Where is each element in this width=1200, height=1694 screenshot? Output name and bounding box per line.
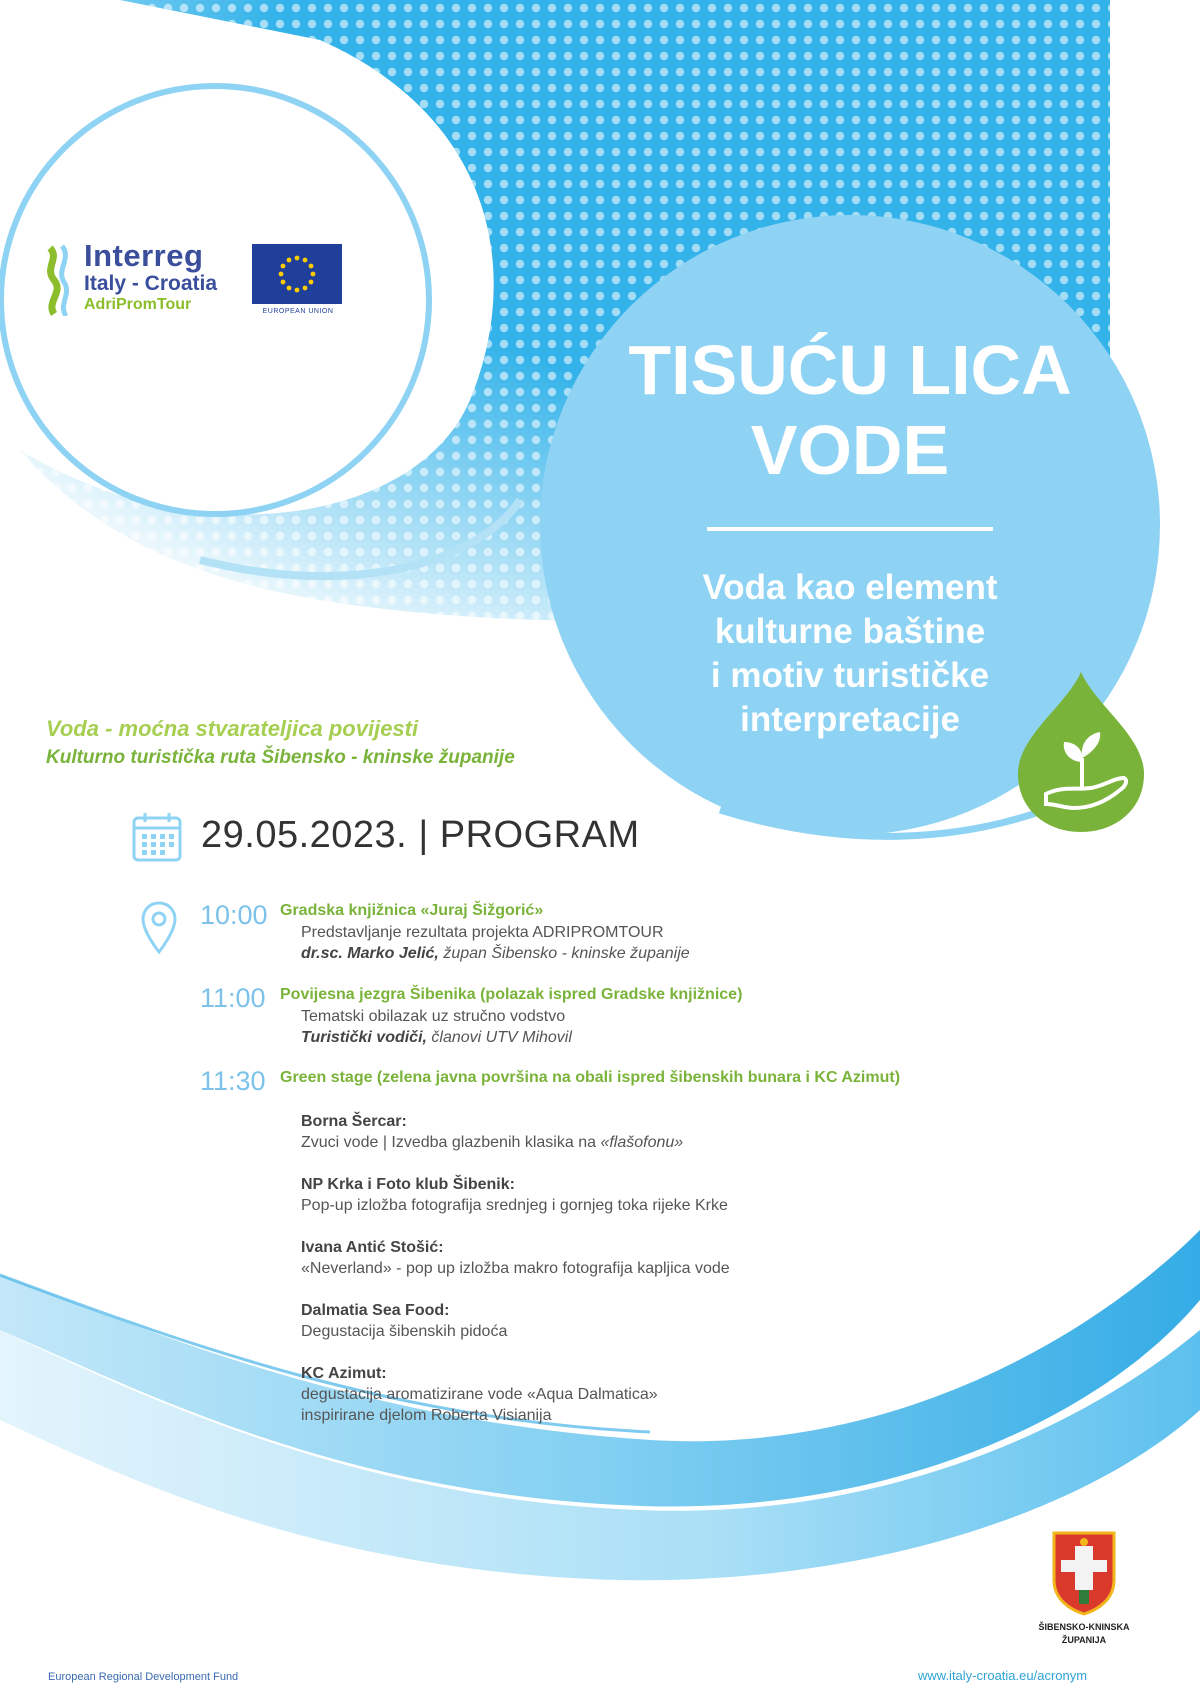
interreg-logo (40, 240, 350, 320)
performer-desc: Pop-up izložba fotografija srednjeg i gornjeg toka rijeke Krke (301, 1197, 728, 1214)
event-date: 29.05.2023. (201, 814, 408, 856)
title-line-2: VODE (750, 411, 950, 489)
eu-flag-icon (252, 244, 342, 304)
program-speaker-line (301, 943, 690, 964)
performer-name: Ivana Antić Stošić: (301, 1239, 444, 1256)
fund-credit: European Regional Development Fund (48, 1671, 239, 1683)
program-speaker: Turistički vodiči, (301, 1029, 427, 1046)
performer-name: KC Azimut: (301, 1365, 387, 1382)
interreg-region: Italy - Croatia (84, 272, 218, 295)
subtitle-line: Voda kao element (702, 568, 998, 607)
interreg-title: Interreg (84, 238, 204, 273)
program-speaker-line (301, 1027, 572, 1048)
county-name-line-2: ŽUPANIJA (1061, 1635, 1107, 1645)
date-heading (201, 814, 640, 857)
calendar-icon (131, 811, 183, 863)
plant-drop-icon (1016, 666, 1146, 836)
program-speaker: dr.sc. Marko Jelić, (301, 945, 439, 962)
program-time: 11:30 (200, 1066, 266, 1096)
program-speaker-role: članovi UTV Mihovil (431, 1029, 572, 1046)
performer-desc: inspirirane djelom Roberta Visianija (301, 1407, 552, 1424)
subtitle (640, 566, 1060, 742)
program-label: PROGRAM (439, 814, 640, 856)
performer-name: Dalmatia Sea Food: (301, 1302, 450, 1319)
page-title (590, 330, 1110, 490)
subtitle-line: i motiv turističke (710, 656, 990, 695)
performer-name: NP Krka i Foto klub Šibenik: (301, 1176, 515, 1193)
performer-desc: degustacija aromatizirane vode «Aqua Dalmatica» (301, 1386, 658, 1403)
project-name: AdriPromTour (84, 296, 192, 313)
county-crest-icon (1051, 1530, 1117, 1616)
location-pin-icon (140, 900, 178, 956)
county-name-line-1: ŠIBENSKO-KNINSKA (1038, 1622, 1130, 1632)
title-line-1: TISUĆU LICA (628, 331, 1072, 409)
website-link[interactable]: www.italy-croatia.eu/acronym (918, 1668, 1088, 1683)
tagline-primary: Voda - moćna stvarateljica povijesti (46, 716, 419, 741)
subtitle-line: kulturne baštine (714, 612, 986, 651)
eu-label: EUROPEAN UNION (262, 308, 334, 315)
program-speaker-role: župan Šibensko - kninske županije (443, 945, 690, 962)
performer-desc: «Neverland» - pop up izložba makro fotografija kapljica vode (301, 1260, 730, 1277)
performer-name: Borna Šercar: (301, 1113, 407, 1130)
date-separator: | (418, 814, 429, 856)
program-venue: Gradska knjižnica «Juraj Šižgorić» (280, 902, 544, 919)
program-venue: Green stage (zelena javna površina na obali ispred šibenskih bunara i KC Azimut) (280, 1069, 901, 1086)
performer-desc: Zvuci vode | Izvedba glazbenih klasika na «flašofonu» (301, 1134, 684, 1151)
title-divider (707, 527, 993, 531)
tagline-secondary: Kulturno turistička ruta Šibensko - kninske županije (46, 747, 515, 768)
program-venue: Povijesna jezgra Šibenika (polazak ispred Gradske knjižnice) (280, 986, 743, 1003)
program-detail: Predstavljanje rezultata projekta ADRIPROMTOUR (301, 924, 664, 941)
program-time: 10:00 (200, 900, 268, 930)
interreg-mark-icon (40, 244, 74, 316)
subtitle-line: interpretacije (740, 700, 960, 739)
performer-desc: Degustacija šibenskih pidoća (301, 1323, 508, 1340)
program-time: 11:00 (200, 983, 266, 1013)
program-detail: Tematski obilazak uz stručno vodstvo (301, 1008, 566, 1025)
